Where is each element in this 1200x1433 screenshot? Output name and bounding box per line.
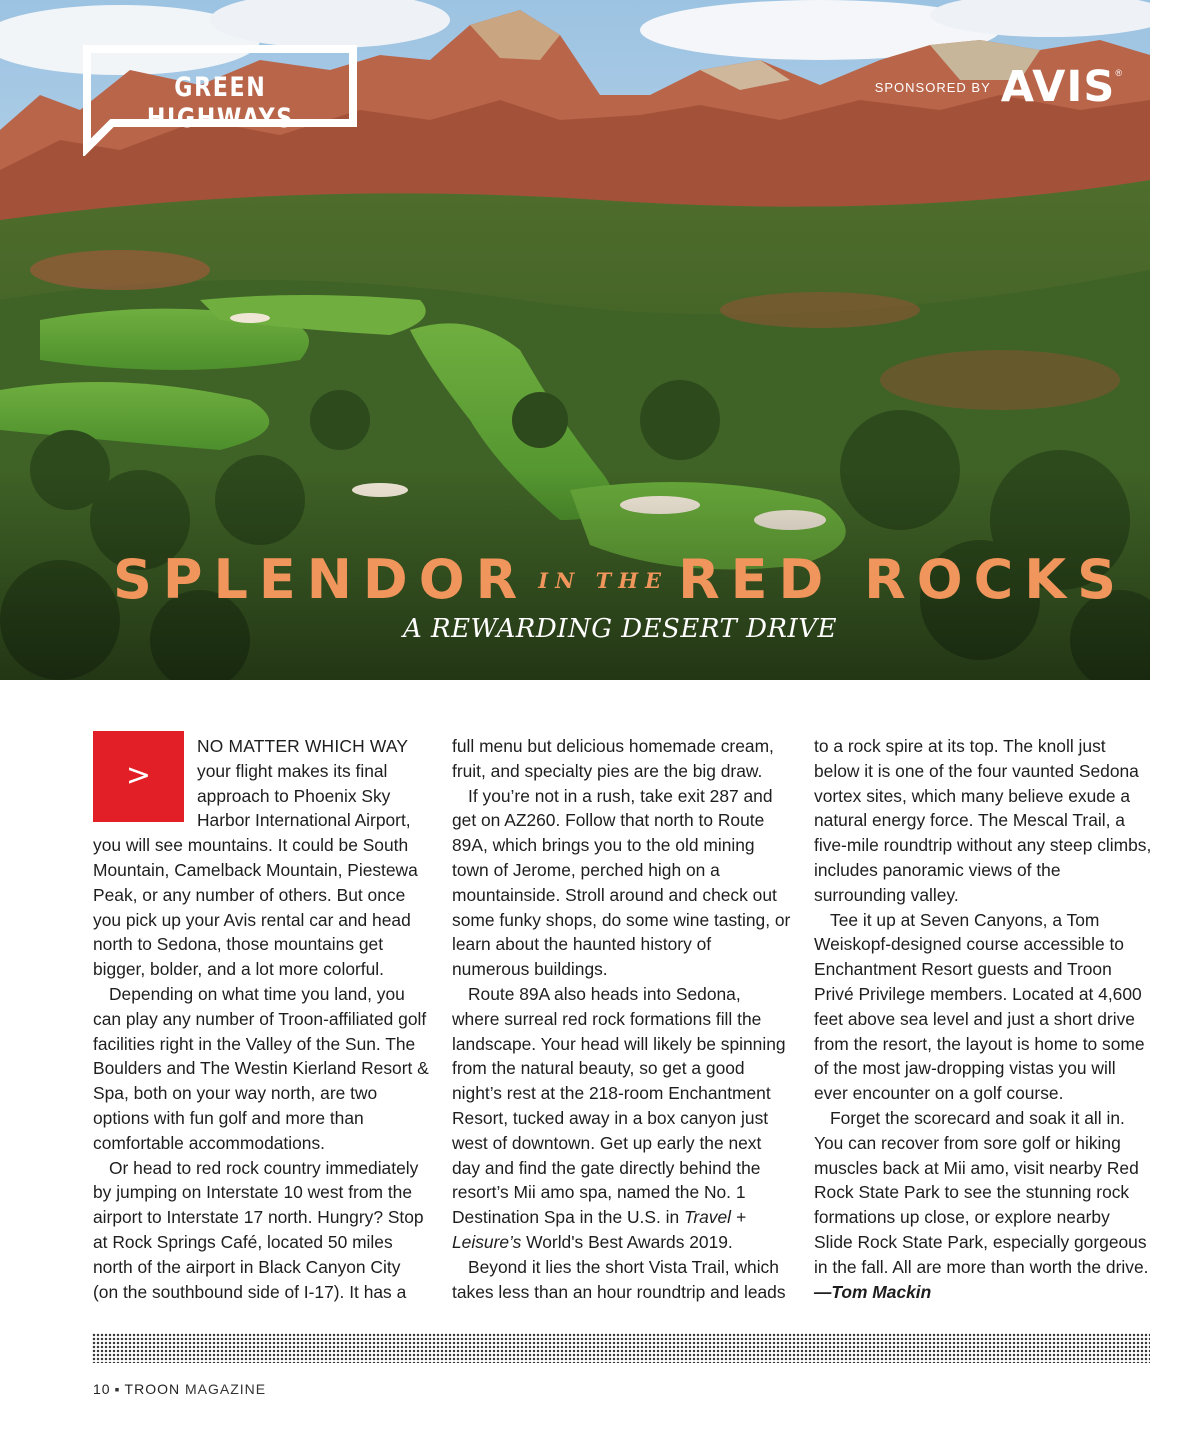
paragraph-7: Tee it up at Seven Canyons, a Tom Weiskopf-designed course accessible to Enchantment Resort guests and Troon Privé Privilege members. Located at 4,600 feet above sea level and just a short drive from the resort, the layout is home to some of the most jaw-dropping vistas you will ever encounter on a golf course.	[814, 909, 1145, 1104]
paragraph-4: If you’re not in a rush, take exit 287 and get on AZ260. Follow that north to Route 89A, which brings you to the old mining town of Jerome, perched high on a mountainside. Stroll around and check out some funky shops, do some wine tasting, or learn about the haunted history of numerous buildings.	[452, 785, 791, 980]
publication-word: MAGAZINE	[185, 1381, 267, 1397]
dotted-divider	[92, 1333, 1150, 1363]
paragraph-6-continued: to a rock spire at its top. The knoll just below it is one of the four vaunted Sedona vortex sites, which many believe exude a natural energy force. The Mescal Trail, a five-mile roundtrip without any steep climbs, includes panoramic views of the surrounding valley.	[814, 736, 1152, 905]
chevron-right-icon: >	[125, 758, 152, 794]
paragraph-8: Forget the scorecard and soak it all in. You can recover from sore golf or hiking muscles back at Mii amo, visit nearby Red Rock State Park to see the stunning rock formations up close, or explore nearby Slide Rock State Park, especially gorgeous in the fall. All are more than worth the drive.—Tom Mackin	[814, 1107, 1149, 1302]
headline-part1: SPLENDOR	[112, 548, 529, 611]
sponsor-block	[875, 64, 1122, 110]
paragraph-5: Route 89A also heads into Sedona, where surreal red rock formations fill the landscape. Your head will likely be spinning from the natural beauty, so get a good night’s rest at the 218-room Enchantment Resort, tucked away in a box canyon just west of downtown. Get up early the next day and find the gate directly behind the resort’s Mii amo spa, named the No. 1 Destination Spa in the U.S. in Travel + Leisure’s World's Best Awards 2019.	[452, 983, 786, 1252]
folio-bullet: ▪	[114, 1381, 121, 1397]
article-headline	[0, 548, 1150, 611]
headline-part2: RED ROCKS	[678, 548, 1128, 611]
paragraph-6: Beyond it lies the short Vista Trail, which takes less than an hour roundtrip and leads	[452, 1256, 786, 1302]
paragraph-3: Or head to red rock country immediately by jumping on Interstate 10 west from the airport to Interstate 17 north. Hungry? Stop at Rock Springs Café, located 50 miles north of the airport in Black Canyon City (on the southbound side of I-17). It has a	[93, 1157, 424, 1302]
paragraph-3-continued: full menu but delicious homemade cream, fruit, and specialty pies are the big draw.	[452, 736, 774, 781]
paragraph-2: Depending on what time you land, you can play any number of Troon-affiliated golf facilities right in the Valley of the Sun. The Boulders and The Westin Kierland Resort & Spa, both on your way north, are two options with fun golf and more than comfortable accommodations.	[93, 983, 429, 1153]
paragraph-1: NO MATTER WHICH WAY your flight makes its final approach to Phoenix Sky Harbor International Airport, you will see mountains. It could be South Mountain, Camelback Mountain, Piestewa Peak, or any number of others. But once you pick up your Avis rental car and head north to Sedona, those mountains get bigger, bolder, and a lot more colorful.	[93, 736, 418, 980]
article-column-1	[93, 734, 429, 1304]
publication-brand: TROON	[124, 1381, 181, 1397]
section-tag	[82, 44, 358, 156]
article-column-3	[814, 734, 1152, 1304]
page-folio	[93, 1381, 266, 1397]
sponsor-label: SPONSORED BY	[874, 79, 991, 95]
publication-title: Travel + Leisure’s	[452, 1207, 747, 1252]
dropcap-box	[93, 731, 184, 822]
page-number: 10	[93, 1381, 111, 1397]
hero-photo	[0, 0, 1150, 680]
article-column-2	[452, 734, 792, 1304]
registered-mark: ®	[1115, 68, 1122, 78]
paragraph-lead: NO MATTER WHICH WAY	[197, 736, 409, 756]
sponsor-logo: AVIS	[1000, 62, 1116, 112]
article-subhead: A REWARDING DESERT DRIVE	[402, 614, 838, 644]
section-tag-label: GREEN HIGHWAYS	[146, 72, 294, 134]
author-byline: —Tom Mackin	[814, 1281, 932, 1302]
headline-connector: IN THE	[538, 568, 669, 593]
